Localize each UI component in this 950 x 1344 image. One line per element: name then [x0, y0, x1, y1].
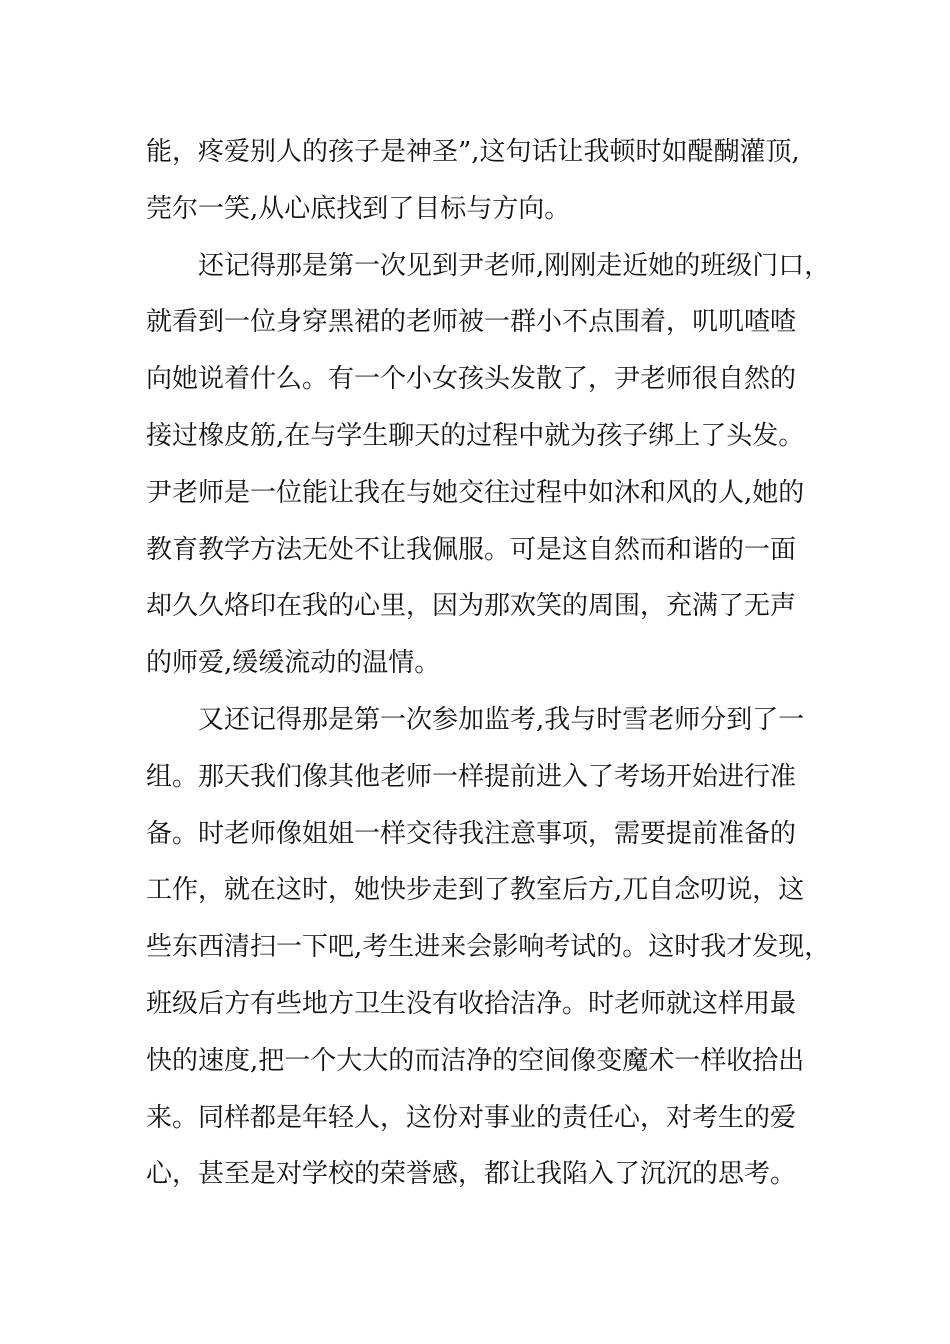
body-text — [146, 124, 831, 1203]
text-line: 组。那天我们像其他老师一样提前进入了考场开始进行准 — [146, 761, 797, 792]
text-line: 向她说着什么。有一个小女孩头发散了，尹老师很自然的 — [146, 364, 797, 395]
text-line: 接过橡皮筋,在与学生聊天的过程中就为孩子绑上了头发。 — [146, 420, 805, 451]
text-line: 工作，就在这时，她快步走到了教室后方,兀自念叨说，这 — [146, 875, 805, 906]
text-line: 的师爱,缓缓流动的温情。 — [146, 648, 441, 679]
text-line: 备。时老师像姐姐一样交待我注意事项，需要提前准备的 — [146, 818, 797, 849]
text-line: 莞尔一笑,从心底找到了目标与方向。 — [146, 193, 571, 224]
text-line: 些东西清扫一下吧,考生进来会影响考试的。这时我才发现， — [146, 932, 831, 963]
text-line: 就看到一位身穿黑裙的老师被一群小不点围着，叽叽喳喳 — [146, 307, 797, 338]
text-line: 能，疼爱别人的孩子是神圣”,这句话让我顿时如醍醐灌顶, — [146, 137, 800, 167]
text-line: 教育教学方法无处不让我佩服。可是这自然而和谐的一面 — [146, 534, 797, 565]
text-line: 尹老师是一位能让我在与她交往过程中如沐和风的人,她的 — [146, 477, 805, 508]
text-line: 心，甚至是对学校的荣誉感，都让我陷入了沉沉的思考。 — [146, 1159, 797, 1190]
paragraph-first-line: 还记得那是第一次见到尹老师,刚刚走近她的班级门口， — [198, 250, 831, 281]
text-line: 快的速度,把一个大大的而洁净的空间像变魔术一样收拾出 — [146, 1045, 805, 1076]
text-line: 班级后方有些地方卫生没有收拾洁净。时老师就这样用最 — [146, 988, 797, 1019]
paragraph-first-line: 又还记得那是第一次参加监考,我与时雪老师分到了一 — [198, 704, 805, 735]
text-line: 却久久烙印在我的心里，因为那欢笑的周围，充满了无声 — [146, 591, 797, 622]
text-line: 来。同样都是年轻人，这份对事业的责任心，对考生的爱 — [146, 1102, 797, 1133]
